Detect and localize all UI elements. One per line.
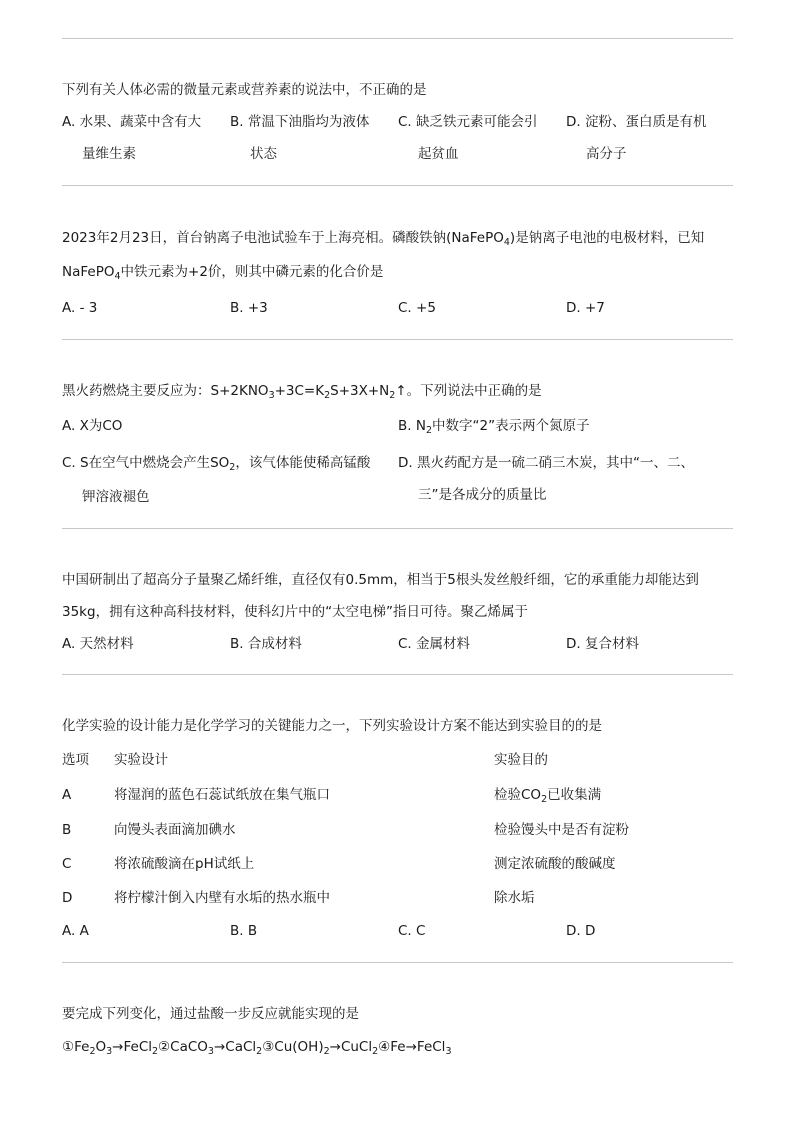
table-row-design: 将柠檬汁倒入内壁有水垢的热水瓶中 xyxy=(114,890,330,906)
q4-option-b: B. 合成材料 xyxy=(230,636,302,652)
subscript: 2 xyxy=(324,390,331,401)
q6-stem: 要完成下列变化，通过盐酸一步反应就能实现的是 xyxy=(62,1006,359,1022)
q4-stem-line1: 中国研制出了超高分子量聚乙烯纤维，直径仅有0.5mm，相当于5根头发丝般纤细，它的承重能力却能达到 xyxy=(62,572,699,588)
q3-option-c xyxy=(62,453,370,473)
q4-option-a: A. 天然材料 xyxy=(62,636,134,652)
subscript: 2 xyxy=(256,1046,263,1057)
text: ③Cu(OH) xyxy=(262,1039,324,1055)
q2-option-d: D. +7 xyxy=(566,300,605,316)
subscript: 2 xyxy=(372,1046,379,1057)
q5-option-b: B. B xyxy=(230,923,258,939)
q1-option-d-cont: 高分子 xyxy=(586,146,627,162)
text: 中数字“2”表示两个氮原子 xyxy=(432,418,590,434)
table-row-design: 向馒头表面滴加碘水 xyxy=(114,822,236,838)
text: C. S在空气中燃烧会产生SO xyxy=(62,455,230,471)
table-header-option: 选项 xyxy=(62,752,89,768)
subscript: 3 xyxy=(268,390,275,401)
table-header-design: 实验设计 xyxy=(114,752,168,768)
text: 2023年2月23日，首台钠离子电池试验车于上海亮相。磷酸铁钠(NaFePO xyxy=(62,230,504,246)
table-row-option: D xyxy=(62,890,73,906)
text: B. N xyxy=(398,418,426,434)
text: →CuCl xyxy=(329,1039,373,1055)
subscript: 3 xyxy=(106,1046,113,1057)
text: →FeCl xyxy=(112,1039,152,1055)
q3-option-d-cont: 三”是各成分的质量比 xyxy=(418,487,547,503)
q5-option-c: C. C xyxy=(398,923,426,939)
subscript: 2 xyxy=(541,794,548,805)
text: ，该气体能使稀高锰酸 xyxy=(235,455,371,471)
subscript: 2 xyxy=(425,425,432,436)
text: NaFePO xyxy=(62,264,115,280)
text: 黑火药燃烧主要反应为：S+2KNO xyxy=(62,383,269,399)
q1-option-c: C. 缺乏铁元素可能会引 xyxy=(398,114,538,130)
subscript: 2 xyxy=(152,1046,159,1057)
divider xyxy=(62,38,733,39)
q2-option-b: B. +3 xyxy=(230,300,268,316)
q1-option-a-cont: 量维生素 xyxy=(82,146,136,162)
q2-option-c: C. +5 xyxy=(398,300,436,316)
text: S+3X+N xyxy=(330,383,390,399)
text: →CaCl xyxy=(213,1039,257,1055)
text: O xyxy=(95,1039,107,1055)
q3-stem xyxy=(62,381,542,401)
text: 检验CO xyxy=(494,787,542,803)
subscript: 3 xyxy=(207,1046,214,1057)
text: ②CaCO xyxy=(158,1039,208,1055)
text: +3C=K xyxy=(274,383,325,399)
q2-option-a: A. - 3 xyxy=(62,300,98,316)
text: 中铁元素为+2价，则其中磷元素的化合价是 xyxy=(120,264,384,280)
q5-option-d: D. D xyxy=(566,923,596,939)
q5-stem: 化学实验的设计能力是化学学习的关键能力之一，下列实验设计方案不能达到实验目的的是 xyxy=(62,718,602,734)
divider xyxy=(62,185,733,186)
subscript: 2 xyxy=(389,390,396,401)
table-row-option: A xyxy=(62,787,72,803)
table-row-purpose: 除水垢 xyxy=(494,890,535,906)
text: ④Fe→FeCl xyxy=(378,1039,446,1055)
q1-option-b: B. 常温下油脂均为液体 xyxy=(230,114,370,130)
divider xyxy=(62,528,733,529)
subscript: 4 xyxy=(503,237,510,248)
text: 已收集满 xyxy=(547,787,602,803)
q3-option-a: A. X为CO xyxy=(62,418,123,434)
table-row-purpose: 检验馒头中是否有淀粉 xyxy=(494,822,629,838)
q2-stem-line1 xyxy=(62,228,704,248)
divider xyxy=(62,339,733,340)
subscript: 2 xyxy=(323,1046,330,1057)
subscript: 4 xyxy=(114,271,121,282)
text: ①Fe xyxy=(62,1039,90,1055)
q6-reaction-chain xyxy=(62,1037,451,1057)
q4-option-d: D. 复合材料 xyxy=(566,636,639,652)
divider xyxy=(62,962,733,963)
table-row-design: 将湿润的蓝色石蕊试纸放在集气瓶口 xyxy=(114,787,330,803)
q1-option-a: A. 水果、蔬菜中含有大 xyxy=(62,114,202,130)
q5-option-a: A. A xyxy=(62,923,89,939)
q4-option-c: C. 金属材料 xyxy=(398,636,471,652)
subscript: 3 xyxy=(445,1046,452,1057)
q3-option-d: D. 黑火药配方是一硫二硝三木炭，其中“一、二、 xyxy=(398,455,694,471)
table-header-purpose: 实验目的 xyxy=(494,752,548,768)
q1-option-d: D. 淀粉、蛋白质是有机 xyxy=(566,114,707,130)
q3-option-b xyxy=(398,416,590,436)
table-row-purpose: 测定浓硫酸的酸碱度 xyxy=(494,856,616,872)
table-row-option: C xyxy=(62,856,72,872)
q1-option-c-cont: 起贫血 xyxy=(418,146,459,162)
q3-option-c-cont: 钾溶液褪色 xyxy=(82,489,150,505)
q2-stem-line2 xyxy=(62,262,383,282)
table-row-purpose xyxy=(494,785,601,805)
text: )是钠离子电池的电极材料，已知 xyxy=(509,230,705,246)
text: ↑。下列说法中正确的是 xyxy=(395,383,542,399)
table-row-design: 将浓硫酸滴在pH试纸上 xyxy=(114,856,255,872)
q1-stem: 下列有关人体必需的微量元素或营养素的说法中，不正确的是 xyxy=(62,82,427,98)
subscript: 2 xyxy=(229,462,236,473)
subscript: 2 xyxy=(89,1046,96,1057)
table-row-option: B xyxy=(62,822,72,838)
divider xyxy=(62,674,733,675)
q4-stem-line2: 35kg，拥有这种高科技材料，使科幻片中的“太空电梯”指日可待。聚乙烯属于 xyxy=(62,604,529,620)
q1-option-b-cont: 状态 xyxy=(250,146,277,162)
